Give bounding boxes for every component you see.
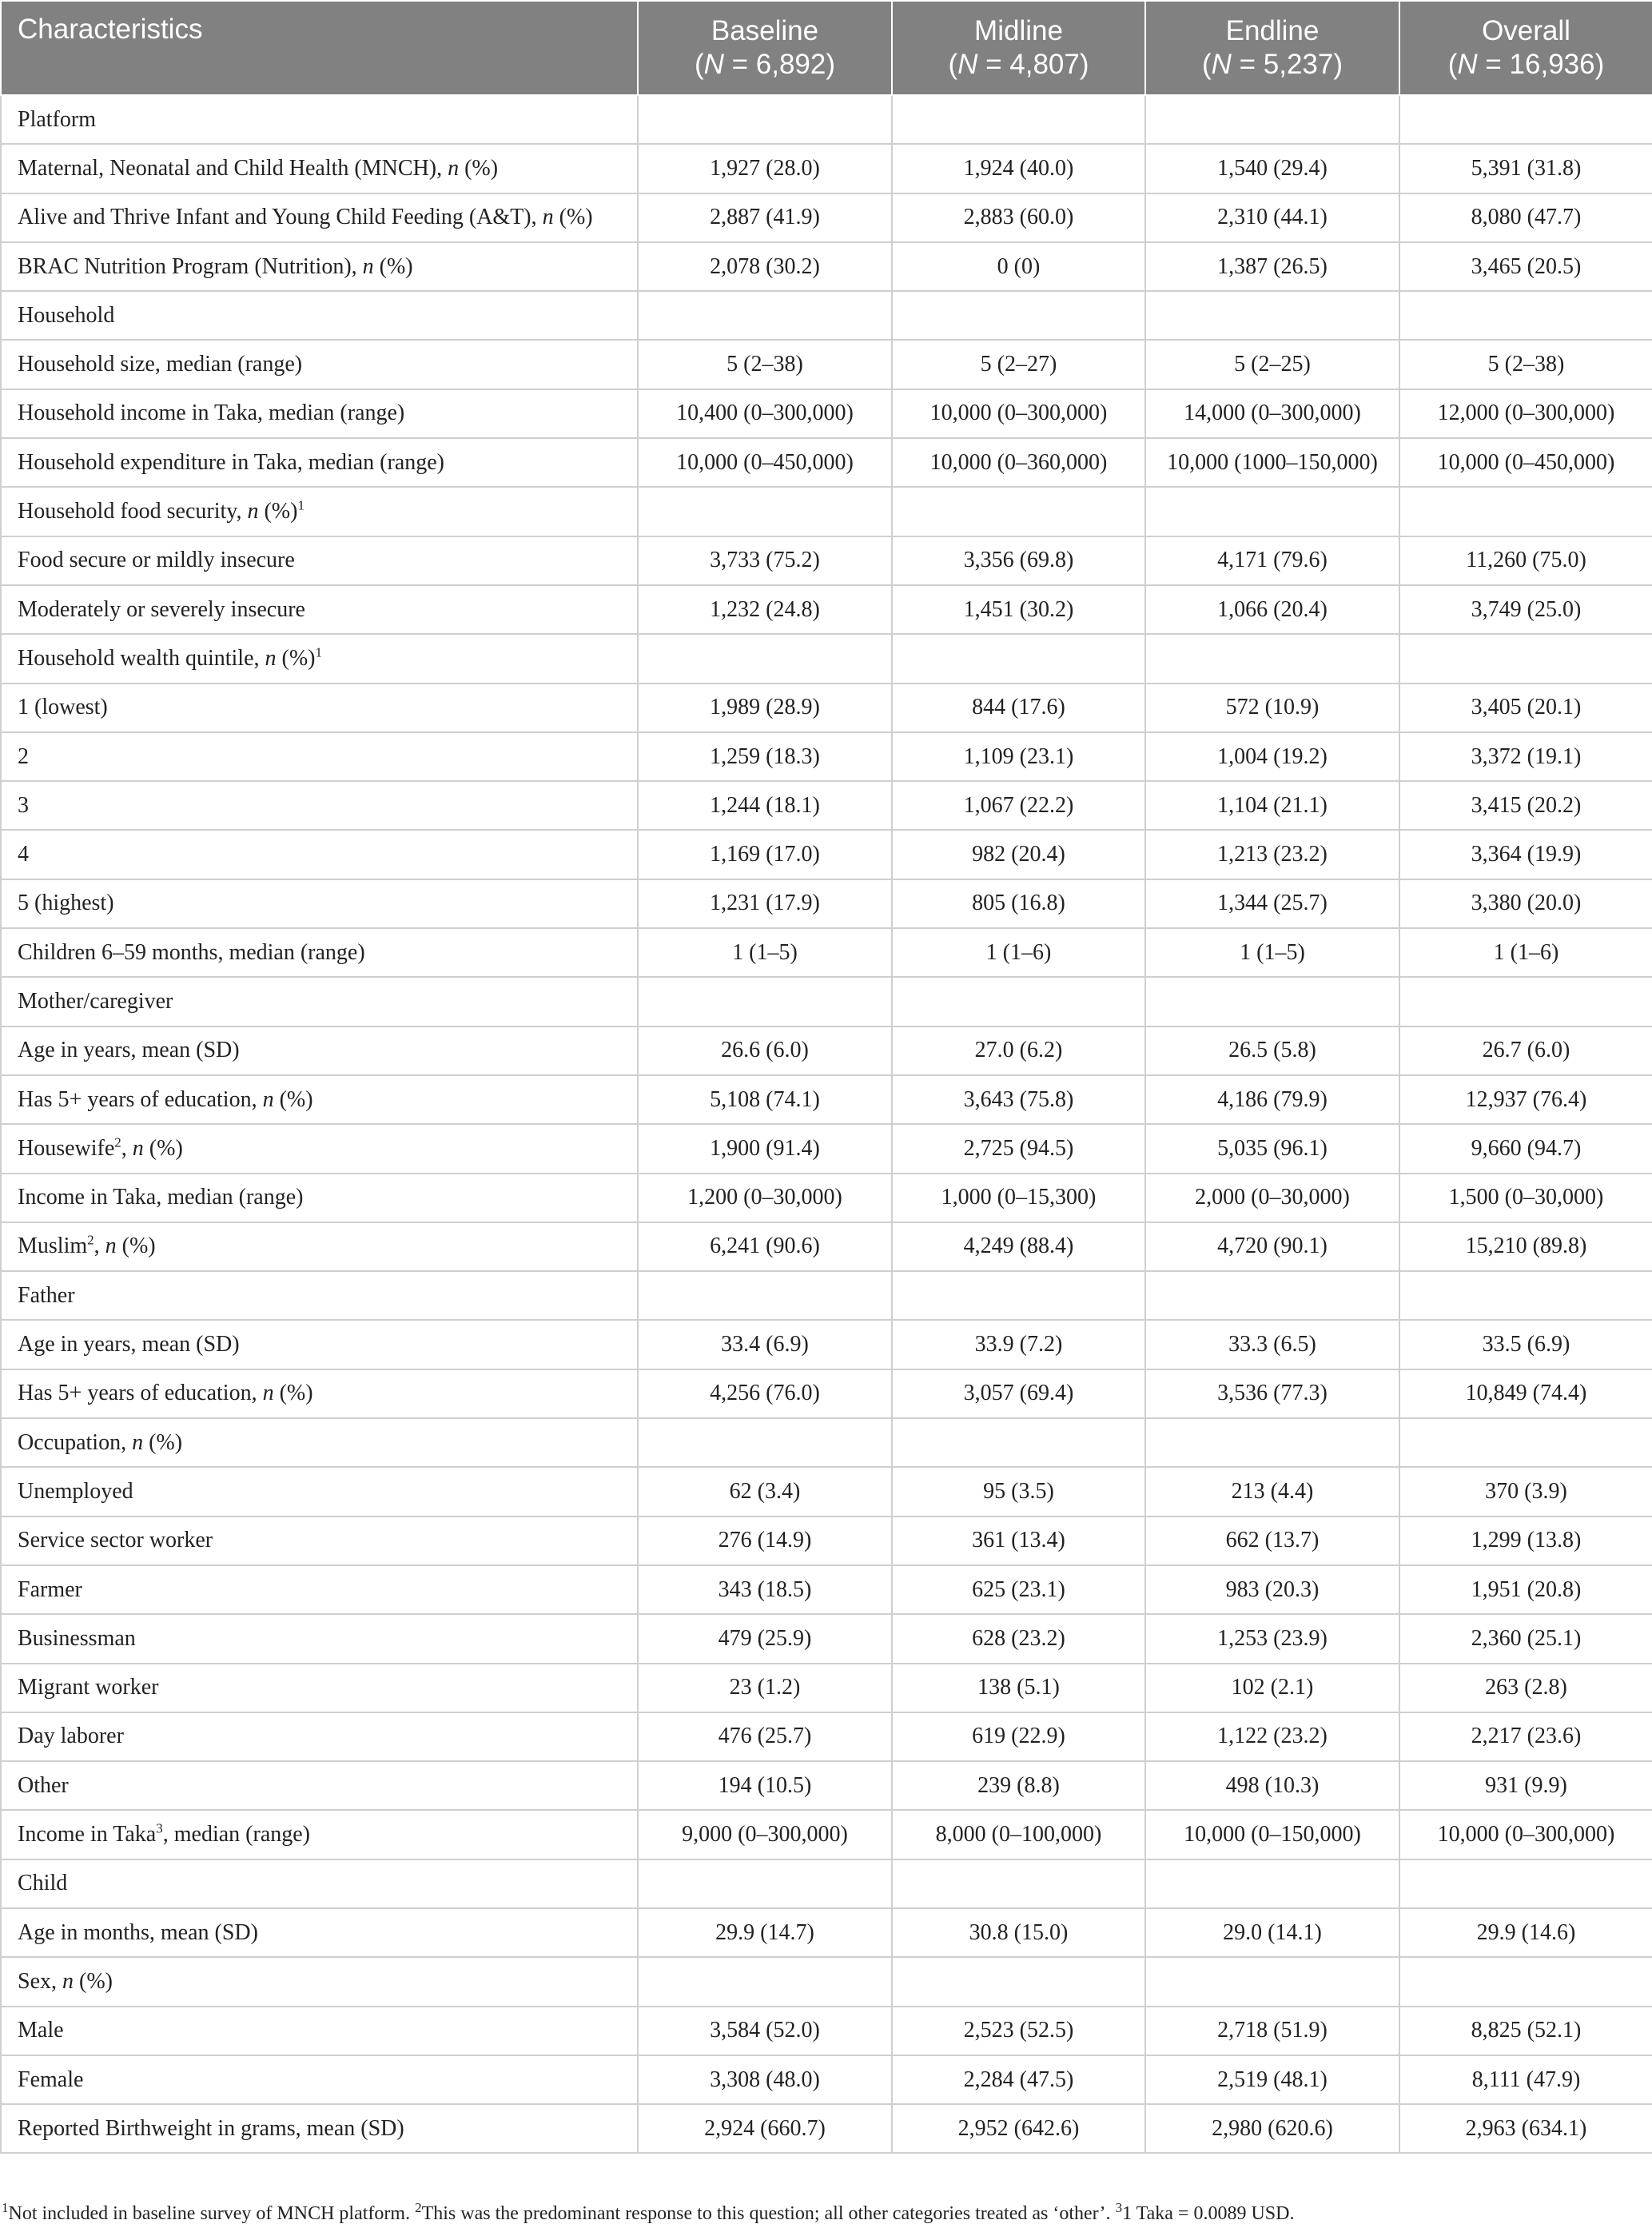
row-value: 628 (23.2) xyxy=(892,1614,1145,1663)
row-value: 1,500 (0–30,000) xyxy=(1399,1174,1652,1222)
row-value xyxy=(638,95,892,144)
row-value: 4,249 (88.4) xyxy=(892,1222,1145,1271)
header-overall xyxy=(1399,1,1652,95)
row-value: 3,733 (75.2) xyxy=(638,536,892,585)
row-value: 619 (22.9) xyxy=(892,1712,1145,1761)
row-value: 26.6 (6.0) xyxy=(638,1026,892,1075)
row-value: 10,000 (0–300,000) xyxy=(892,389,1145,438)
table-row xyxy=(1,487,1652,536)
row-value: 1,387 (26.5) xyxy=(1145,242,1399,291)
row-label: Male xyxy=(1,2007,638,2055)
row-value: 14,000 (0–300,000) xyxy=(1145,389,1399,438)
row-label: 3 xyxy=(1,781,638,830)
table-row xyxy=(1,193,1652,242)
table-row xyxy=(1,1810,1652,1859)
row-label: Mother/caregiver xyxy=(1,977,638,1026)
row-label: Muslim$^2$, n (%) xyxy=(1,1222,638,1271)
row-value: 1,213 (23.2) xyxy=(1145,830,1399,879)
row-value: 479 (25.9) xyxy=(638,1614,892,1663)
row-label: Service sector worker xyxy=(1,1517,638,1565)
row-value xyxy=(1399,977,1652,1026)
row-value: 1,109 (23.1) xyxy=(892,732,1145,781)
row-value xyxy=(1145,977,1399,1026)
table-row xyxy=(1,1664,1652,1712)
table-row xyxy=(1,1859,1652,1908)
row-value: 2,725 (94.5) xyxy=(892,1124,1145,1173)
table-row xyxy=(1,1908,1652,1957)
row-label: Migrant worker xyxy=(1,1664,638,1712)
row-value: 1,989 (28.9) xyxy=(638,684,892,732)
row-label: Age in months, mean (SD) xyxy=(1,1908,638,1957)
row-value: 3,308 (48.0) xyxy=(638,2055,892,2104)
row-value xyxy=(892,634,1145,683)
row-value: 26.5 (5.8) xyxy=(1145,1026,1399,1075)
row-value: 572 (10.9) xyxy=(1145,684,1399,732)
row-value: 3,356 (69.8) xyxy=(892,536,1145,585)
table-row xyxy=(1,1712,1652,1761)
row-value: 12,000 (0–300,000) xyxy=(1399,389,1652,438)
row-value xyxy=(1399,291,1652,340)
row-label: 1 (lowest) xyxy=(1,684,638,732)
row-value: 5,035 (96.1) xyxy=(1145,1124,1399,1173)
row-value: 1,244 (18.1) xyxy=(638,781,892,830)
row-value: 62 (3.4) xyxy=(638,1467,892,1516)
row-value: 15,210 (89.8) xyxy=(1399,1222,1652,1271)
table-body xyxy=(1,95,1652,2153)
row-label: Other xyxy=(1,1761,638,1810)
row-value: 5 (2–27) xyxy=(892,340,1145,389)
table-row xyxy=(1,144,1652,193)
row-value: 276 (14.9) xyxy=(638,1517,892,1565)
row-value: 3,465 (20.5) xyxy=(1399,242,1652,291)
table-row xyxy=(1,1222,1652,1271)
row-value: 23 (1.2) xyxy=(638,1664,892,1712)
row-value: 11,260 (75.0) xyxy=(1399,536,1652,585)
row-value: 12,937 (76.4) xyxy=(1399,1075,1652,1124)
table-row xyxy=(1,1418,1652,1467)
row-value: 5,108 (74.1) xyxy=(638,1075,892,1124)
row-value xyxy=(638,1957,892,2006)
table-footnote: $^1$Not included in baseline survey of MNCH platform. $^2$This was the predominant response to this question; all other categories treated as ‘other’. $^3$1 Taka = 0.0089 USD. xyxy=(2,2200,1295,2224)
row-value: 983 (20.3) xyxy=(1145,1565,1399,1614)
row-value: 1,924 (40.0) xyxy=(892,144,1145,193)
row-value: 2,519 (48.1) xyxy=(1145,2055,1399,2104)
row-value: 0 (0) xyxy=(892,242,1145,291)
row-value xyxy=(1145,95,1399,144)
row-value: 4,256 (76.0) xyxy=(638,1369,892,1418)
row-value: 1,951 (20.8) xyxy=(1399,1565,1652,1614)
row-value: 102 (2.1) xyxy=(1145,1664,1399,1712)
row-value: 2,000 (0–30,000) xyxy=(1145,1174,1399,1222)
row-value: 1 (1–6) xyxy=(1399,928,1652,977)
row-label: Reported Birthweight in grams, mean (SD) xyxy=(1,2104,638,2153)
table-row xyxy=(1,1271,1652,1320)
row-value: 1,200 (0–30,000) xyxy=(638,1174,892,1222)
row-value: 239 (8.8) xyxy=(892,1761,1145,1810)
row-value: 1,451 (30.2) xyxy=(892,585,1145,634)
table-row xyxy=(1,585,1652,634)
row-label: Day laborer xyxy=(1,1712,638,1761)
row-label: Occupation, n (%) xyxy=(1,1418,638,1467)
row-value xyxy=(638,1418,892,1467)
table-row xyxy=(1,977,1652,1026)
row-value: 361 (13.4) xyxy=(892,1517,1145,1565)
row-value xyxy=(638,291,892,340)
row-value: 30.8 (15.0) xyxy=(892,1908,1145,1957)
row-value: 33.5 (6.9) xyxy=(1399,1320,1652,1369)
table-row xyxy=(1,2055,1652,2104)
row-label: Platform xyxy=(1,95,638,144)
table-row xyxy=(1,1369,1652,1418)
row-value: 1,169 (17.0) xyxy=(638,830,892,879)
row-value: 1,900 (91.4) xyxy=(638,1124,892,1173)
row-value: 29.0 (14.1) xyxy=(1145,1908,1399,1957)
row-value: 33.4 (6.9) xyxy=(638,1320,892,1369)
row-value: 3,584 (52.0) xyxy=(638,2007,892,2055)
row-label: Maternal, Neonatal and Child Health (MNCH), n (%) xyxy=(1,144,638,193)
row-value xyxy=(1145,1271,1399,1320)
table-row xyxy=(1,1565,1652,1614)
row-value: 1,066 (20.4) xyxy=(1145,585,1399,634)
row-value: 8,000 (0–100,000) xyxy=(892,1810,1145,1859)
row-value: 3,415 (20.2) xyxy=(1399,781,1652,830)
header-endline xyxy=(1145,1,1399,95)
row-value: 1,253 (23.9) xyxy=(1145,1614,1399,1663)
table-row xyxy=(1,1075,1652,1124)
row-value: 10,000 (0–360,000) xyxy=(892,438,1145,487)
row-value: 1,344 (25.7) xyxy=(1145,879,1399,928)
row-label: Income in Taka$^3$, median (range) xyxy=(1,1810,638,1859)
header-baseline xyxy=(638,1,892,95)
row-value: 3,536 (77.3) xyxy=(1145,1369,1399,1418)
row-value xyxy=(892,291,1145,340)
row-value: 2,217 (23.6) xyxy=(1399,1712,1652,1761)
header-label: Midline xyxy=(974,15,1063,46)
row-value xyxy=(638,1859,892,1908)
table-row xyxy=(1,781,1652,830)
table-row xyxy=(1,1124,1652,1173)
row-label: Moderately or severely insecure xyxy=(1,585,638,634)
row-value: 3,380 (20.0) xyxy=(1399,879,1652,928)
row-value: 2,952 (642.6) xyxy=(892,2104,1145,2153)
row-value: 8,080 (47.7) xyxy=(1399,193,1652,242)
row-label: Father xyxy=(1,1271,638,1320)
row-value: 2,310 (44.1) xyxy=(1145,193,1399,242)
row-value: 3,643 (75.8) xyxy=(892,1075,1145,1124)
row-value: 5,391 (31.8) xyxy=(1399,144,1652,193)
row-value: 10,000 (0–300,000) xyxy=(1399,1810,1652,1859)
header-label: Overall xyxy=(1482,15,1570,46)
row-label: 4 xyxy=(1,830,638,879)
row-label: Age in years, mean (SD) xyxy=(1,1026,638,1075)
row-value xyxy=(1399,487,1652,536)
row-value xyxy=(1399,634,1652,683)
header-row xyxy=(1,1,1652,95)
row-label: 2 xyxy=(1,732,638,781)
row-label: Age in years, mean (SD) xyxy=(1,1320,638,1369)
row-value xyxy=(892,487,1145,536)
row-value: 33.3 (6.5) xyxy=(1145,1320,1399,1369)
table-row xyxy=(1,1517,1652,1565)
table-row xyxy=(1,1761,1652,1810)
row-value: 4,171 (79.6) xyxy=(1145,536,1399,585)
row-value: 1,299 (13.8) xyxy=(1399,1517,1652,1565)
table-row xyxy=(1,1467,1652,1516)
row-label: Household wealth quintile, n (%)$^1$ xyxy=(1,634,638,683)
table-row xyxy=(1,438,1652,487)
row-value: 10,000 (0–150,000) xyxy=(1145,1810,1399,1859)
row-label: Household xyxy=(1,291,638,340)
row-value: 138 (5.1) xyxy=(892,1664,1145,1712)
row-value: 263 (2.8) xyxy=(1399,1664,1652,1712)
row-value: 805 (16.8) xyxy=(892,879,1145,928)
table-row xyxy=(1,536,1652,585)
header-label: Characteristics xyxy=(18,14,203,45)
row-value xyxy=(1145,634,1399,683)
table-row xyxy=(1,2104,1652,2153)
row-value: 343 (18.5) xyxy=(638,1565,892,1614)
row-value: 1,000 (0–15,300) xyxy=(892,1174,1145,1222)
row-value: 5 (2–25) xyxy=(1145,340,1399,389)
row-value xyxy=(1399,95,1652,144)
table-row xyxy=(1,291,1652,340)
row-value xyxy=(1399,1418,1652,1467)
row-value: 1 (1–5) xyxy=(638,928,892,977)
row-value: 1,122 (23.2) xyxy=(1145,1712,1399,1761)
row-value: 1 (1–5) xyxy=(1145,928,1399,977)
table-row xyxy=(1,684,1652,732)
row-value: 476 (25.7) xyxy=(638,1712,892,1761)
row-value xyxy=(638,977,892,1026)
row-label: Businessman xyxy=(1,1614,638,1663)
row-value: 9,660 (94.7) xyxy=(1399,1124,1652,1173)
table-row xyxy=(1,1026,1652,1075)
table-row xyxy=(1,1320,1652,1369)
row-value: 2,924 (660.7) xyxy=(638,2104,892,2153)
row-value xyxy=(638,1271,892,1320)
row-value: 26.7 (6.0) xyxy=(1399,1026,1652,1075)
header-midline xyxy=(892,1,1145,95)
row-label: BRAC Nutrition Program (Nutrition), n (%) xyxy=(1,242,638,291)
row-value xyxy=(1399,1859,1652,1908)
row-value: 982 (20.4) xyxy=(892,830,1145,879)
row-value: 10,000 (0–450,000) xyxy=(1399,438,1652,487)
row-value: 8,111 (47.9) xyxy=(1399,2055,1652,2104)
table-row xyxy=(1,830,1652,879)
row-value: 662 (13.7) xyxy=(1145,1517,1399,1565)
row-value xyxy=(1145,291,1399,340)
table-row xyxy=(1,1614,1652,1663)
table-row xyxy=(1,1174,1652,1222)
row-label: Alive and Thrive Infant and Young Child Feeding (A&T), n (%) xyxy=(1,193,638,242)
row-value: 8,825 (52.1) xyxy=(1399,2007,1652,2055)
row-label: Household size, median (range) xyxy=(1,340,638,389)
row-value: 4,186 (79.9) xyxy=(1145,1075,1399,1124)
table-row xyxy=(1,389,1652,438)
header-n: (N = 4,807) xyxy=(948,49,1089,80)
row-value xyxy=(892,95,1145,144)
row-value xyxy=(1145,1418,1399,1467)
table-row xyxy=(1,340,1652,389)
table-header xyxy=(1,1,1652,95)
row-value xyxy=(892,1418,1145,1467)
row-value xyxy=(1399,1957,1652,2006)
row-label: Child xyxy=(1,1859,638,1908)
row-value: 3,057 (69.4) xyxy=(892,1369,1145,1418)
table-row xyxy=(1,2007,1652,2055)
table-row xyxy=(1,732,1652,781)
row-value: 6,241 (90.6) xyxy=(638,1222,892,1271)
row-value: 29.9 (14.7) xyxy=(638,1908,892,1957)
row-label: Housewife$^2$, n (%) xyxy=(1,1124,638,1173)
row-value: 1,067 (22.2) xyxy=(892,781,1145,830)
row-value: 2,523 (52.5) xyxy=(892,2007,1145,2055)
row-value: 1,927 (28.0) xyxy=(638,144,892,193)
row-value xyxy=(1145,1957,1399,2006)
row-value: 3,372 (19.1) xyxy=(1399,732,1652,781)
row-value: 1,259 (18.3) xyxy=(638,732,892,781)
row-label: Household expenditure in Taka, median (range) xyxy=(1,438,638,487)
header-n: (N = 16,936) xyxy=(1447,49,1605,80)
row-value: 29.9 (14.6) xyxy=(1399,1908,1652,1957)
row-value: 2,360 (25.1) xyxy=(1399,1614,1652,1663)
row-value: 498 (10.3) xyxy=(1145,1761,1399,1810)
row-label: 5 (highest) xyxy=(1,879,638,928)
row-value: 1 (1–6) xyxy=(892,928,1145,977)
row-value xyxy=(892,1957,1145,2006)
row-value: 10,000 (0–450,000) xyxy=(638,438,892,487)
row-value: 370 (3.9) xyxy=(1399,1467,1652,1516)
table-row xyxy=(1,879,1652,928)
row-value: 2,887 (41.9) xyxy=(638,193,892,242)
table-row xyxy=(1,1957,1652,2006)
row-value: 2,883 (60.0) xyxy=(892,193,1145,242)
row-label: Children 6–59 months, median (range) xyxy=(1,928,638,977)
row-value: 931 (9.9) xyxy=(1399,1761,1652,1810)
header-n: (N = 6,892) xyxy=(694,49,836,80)
row-label: Female xyxy=(1,2055,638,2104)
row-label: Sex, n (%) xyxy=(1,1957,638,2006)
row-label: Has 5+ years of education, n (%) xyxy=(1,1075,638,1124)
row-label: Household food security, n (%)$^1$ xyxy=(1,487,638,536)
row-label: Unemployed xyxy=(1,1467,638,1516)
row-value: 27.0 (6.2) xyxy=(892,1026,1145,1075)
header-label: Baseline xyxy=(711,15,819,46)
header-characteristics xyxy=(1,1,638,95)
row-value: 3,364 (19.9) xyxy=(1399,830,1652,879)
row-label: Food secure or mildly insecure xyxy=(1,536,638,585)
header-n: (N = 5,237) xyxy=(1201,49,1343,80)
row-value xyxy=(892,977,1145,1026)
row-value: 213 (4.4) xyxy=(1145,1467,1399,1516)
row-value: 1,104 (21.1) xyxy=(1145,781,1399,830)
row-value: 3,749 (25.0) xyxy=(1399,585,1652,634)
row-label: Income in Taka, median (range) xyxy=(1,1174,638,1222)
row-value: 10,849 (74.4) xyxy=(1399,1369,1652,1418)
row-value xyxy=(1145,487,1399,536)
row-value xyxy=(1399,1271,1652,1320)
table-row xyxy=(1,928,1652,977)
row-value: 194 (10.5) xyxy=(638,1761,892,1810)
table-row xyxy=(1,95,1652,144)
row-value: 1,231 (17.9) xyxy=(638,879,892,928)
row-value: 844 (17.6) xyxy=(892,684,1145,732)
row-value: 2,980 (620.6) xyxy=(1145,2104,1399,2153)
row-value: 2,284 (47.5) xyxy=(892,2055,1145,2104)
row-value: 2,963 (634.1) xyxy=(1399,2104,1652,2153)
row-value: 2,718 (51.9) xyxy=(1145,2007,1399,2055)
row-value xyxy=(892,1271,1145,1320)
row-value: 1,004 (19.2) xyxy=(1145,732,1399,781)
row-value: 9,000 (0–300,000) xyxy=(638,1810,892,1859)
row-value: 3,405 (20.1) xyxy=(1399,684,1652,732)
row-value xyxy=(638,487,892,536)
row-value: 1,232 (24.8) xyxy=(638,585,892,634)
row-value: 5 (2–38) xyxy=(1399,340,1652,389)
row-value: 1,540 (29.4) xyxy=(1145,144,1399,193)
row-value: 33.9 (7.2) xyxy=(892,1320,1145,1369)
row-value xyxy=(892,1859,1145,1908)
row-value: 5 (2–38) xyxy=(638,340,892,389)
table-row xyxy=(1,634,1652,683)
row-value: 10,400 (0–300,000) xyxy=(638,389,892,438)
row-value: 10,000 (1000–150,000) xyxy=(1145,438,1399,487)
row-value: 4,720 (90.1) xyxy=(1145,1222,1399,1271)
row-value xyxy=(638,634,892,683)
row-label: Household income in Taka, median (range) xyxy=(1,389,638,438)
header-label: Endline xyxy=(1225,15,1320,46)
row-value: 625 (23.1) xyxy=(892,1565,1145,1614)
row-value xyxy=(1145,1859,1399,1908)
row-value: 95 (3.5) xyxy=(892,1467,1145,1516)
row-label: Has 5+ years of education, n (%) xyxy=(1,1369,638,1418)
table-row xyxy=(1,242,1652,291)
row-label: Farmer xyxy=(1,1565,638,1614)
row-value: 2,078 (30.2) xyxy=(638,242,892,291)
